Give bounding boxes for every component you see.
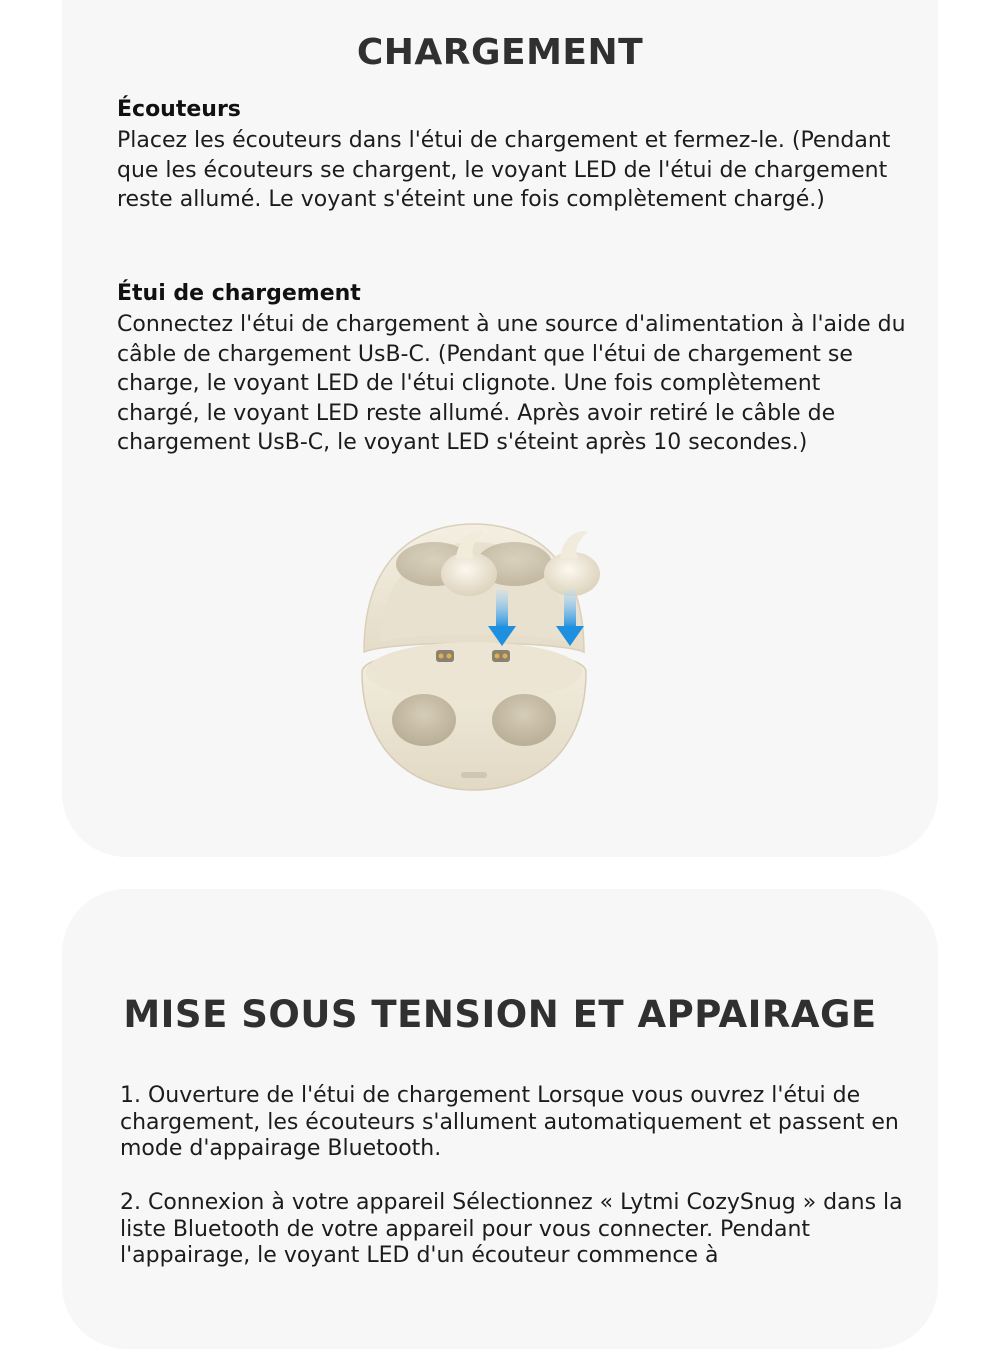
case-description: Connectez l'étui de chargement à une source d'alimentation à l'aide du câble de chargement UsB-C. (Pendant que l'étui de chargement se charge, le voyant LED de l'étui clignote. Une fois complètement chargé, le voyant LED reste allumé. Après avoir retiré le câble de chargement UsB-C, le voyant LED s'éteint après 10 secondes.) — [117, 312, 906, 455]
power-pairing-card — [62, 889, 938, 1349]
case-heading: Étui de chargement — [117, 281, 361, 306]
step-item: 2. Connexion à votre appareil Sélectionnez « Lytmi CozySnug » dans la liste Bluetooth de votre appareil pour vous connecter. Pendant l'appairage, le voyant LED d'un écouteur commence à — [120, 1190, 903, 1268]
step-item: 1. Ouverture de l'étui de chargement Lorsque vous ouvrez l'étui de chargement, les écouteurs s'allument automatiquement et passent en mode d'appairage Bluetooth. — [120, 1083, 899, 1161]
power-pairing-title: MISE SOUS TENSION ET APPAIRAGE — [123, 993, 877, 1036]
charging-card — [62, 0, 938, 857]
charging-title: CHARGEMENT — [356, 32, 644, 73]
charging-case-illustration — [324, 522, 624, 802]
earbuds-description: Placez les écouteurs dans l'étui de chargement et fermez-le. (Pendant que les écouteurs se chargent, le voyant LED de l'étui de chargement reste allumé. Le voyant s'éteint une fois complètement chargé.) — [117, 128, 891, 212]
earbuds-heading: Écouteurs — [117, 97, 241, 122]
